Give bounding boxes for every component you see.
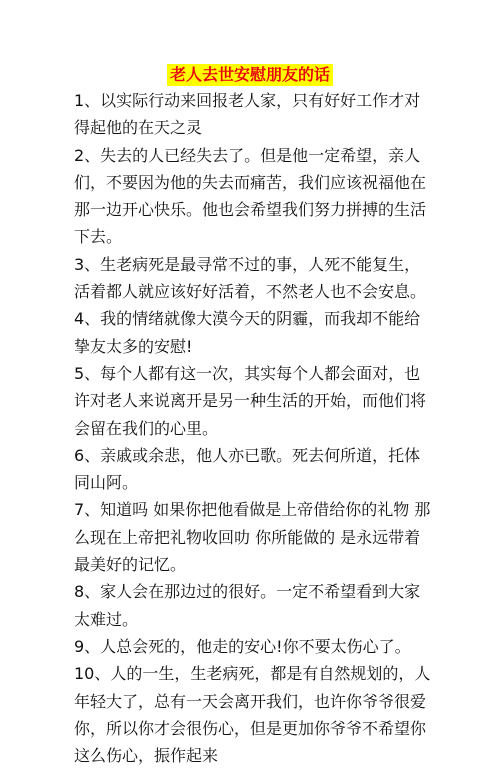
paragraph-5: 5、每个人都有这一次，其实每个人都会面对，也许对老人来说离开是另一种生活的开始，而他们将会留在我们的心里。 bbox=[74, 363, 427, 438]
title-container bbox=[0, 64, 500, 86]
paragraph-6: 6、亲戚或余悲，他人亦已歌。死去何所道，托体同山阿。 bbox=[74, 445, 421, 493]
document-title: 老人去世安慰朋友的话 bbox=[167, 64, 333, 86]
paragraph-2: 2、失去的人已经失去了。但是他一定希望，亲人们，不要因为他的失去而痛苦，我们应该祝福他在那一边开心快乐。他也会希望我们努力拼搏的生活下去。 bbox=[74, 145, 427, 247]
document-body bbox=[74, 87, 434, 769]
paragraph-10: 10、人的一生，生老病死，都是有自然规划的，人年轻大了，总有一天会离开我们，也许你爷爷很爱你，所以你才会很伤心，但是更加你爷爷不希望你这么伤心，振作起来 bbox=[74, 664, 431, 766]
paragraph-4: 4、我的情绪就像大漠今天的阴霾，而我却不能给挚友太多的安慰! bbox=[74, 309, 421, 356]
paragraph-1: 1、以实际行动来回报老人家，只有好好工作才对得起他的在天之灵 bbox=[74, 91, 421, 138]
paragraph-8: 8、家人会在那边过的很好。一定不希望看到大家太难过。 bbox=[74, 582, 421, 629]
paragraph-7: 7、知道吗 如果你把他看做是上帝借给你的礼物 那么现在上帝把礼物收回叻 你所能做的 是永远带着最美好的记忆。 bbox=[74, 500, 431, 575]
paragraph-9: 9、人总会死的，他走的安心!你不要太伤心了。 bbox=[74, 636, 411, 656]
paragraph-3: 3、生老病死是最寻常不过的事，人死不能复生，活着都人就应该好好活着，不然老人也不会安息。 bbox=[74, 254, 427, 302]
